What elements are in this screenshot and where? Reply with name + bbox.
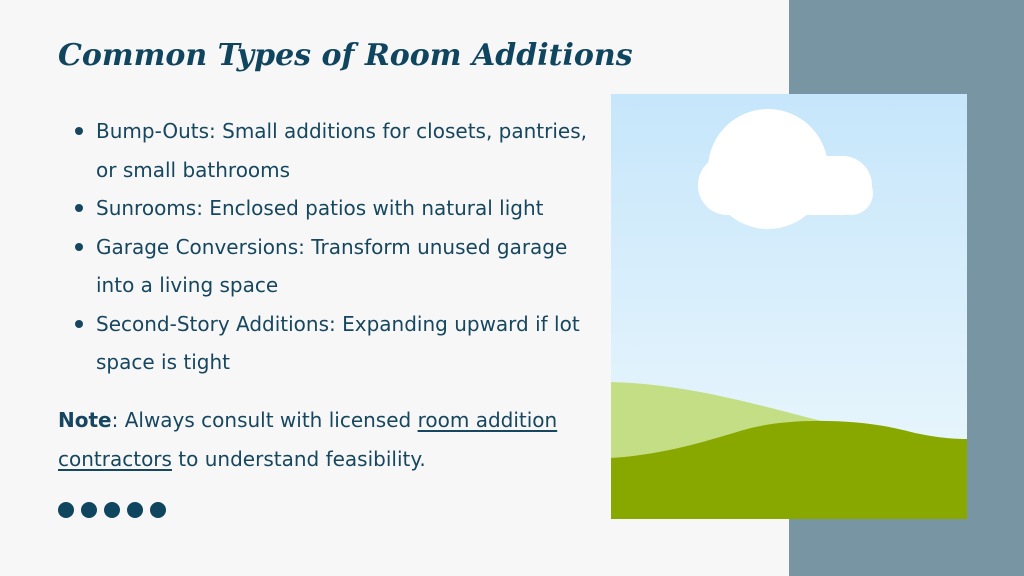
- bullet-icon: [75, 204, 83, 212]
- note-text-after: to understand feasibility.: [171, 447, 426, 471]
- note-label: Note: [58, 408, 112, 432]
- bullet-icon: [75, 127, 83, 135]
- bullet-text: Bump-Outs: Small additions for closets, pantries, or small bathrooms: [96, 119, 587, 182]
- bullet-icon: [75, 320, 83, 328]
- bullet-text: Second-Story Additions: Expanding upward if lot space is tight: [96, 311, 580, 374]
- list-item: [58, 305, 598, 382]
- note-paragraph: [58, 401, 598, 479]
- pagination-dot: [58, 502, 74, 518]
- pagination-dot: [150, 502, 166, 518]
- note-text-before: : Always consult with licensed: [111, 408, 418, 432]
- pagination-dot: [104, 502, 120, 518]
- list-item: [58, 112, 598, 189]
- bullet-text: Garage Conversions: Transform unused garage into a living space: [96, 234, 568, 297]
- pagination-dots: [58, 502, 166, 518]
- list-item: [58, 228, 598, 305]
- contractors-link[interactable]: room addition contractors: [58, 408, 558, 471]
- landscape-illustration-icon: [611, 94, 967, 519]
- pagination-dot: [81, 502, 97, 518]
- bullet-list: [58, 112, 598, 382]
- bullet-text: Sunrooms: Enclosed patios with natural light: [96, 196, 544, 220]
- slide-title: Common Types of Room Additions: [58, 38, 633, 73]
- list-item: [58, 189, 598, 228]
- pagination-dot: [127, 502, 143, 518]
- bullet-icon: [75, 243, 83, 251]
